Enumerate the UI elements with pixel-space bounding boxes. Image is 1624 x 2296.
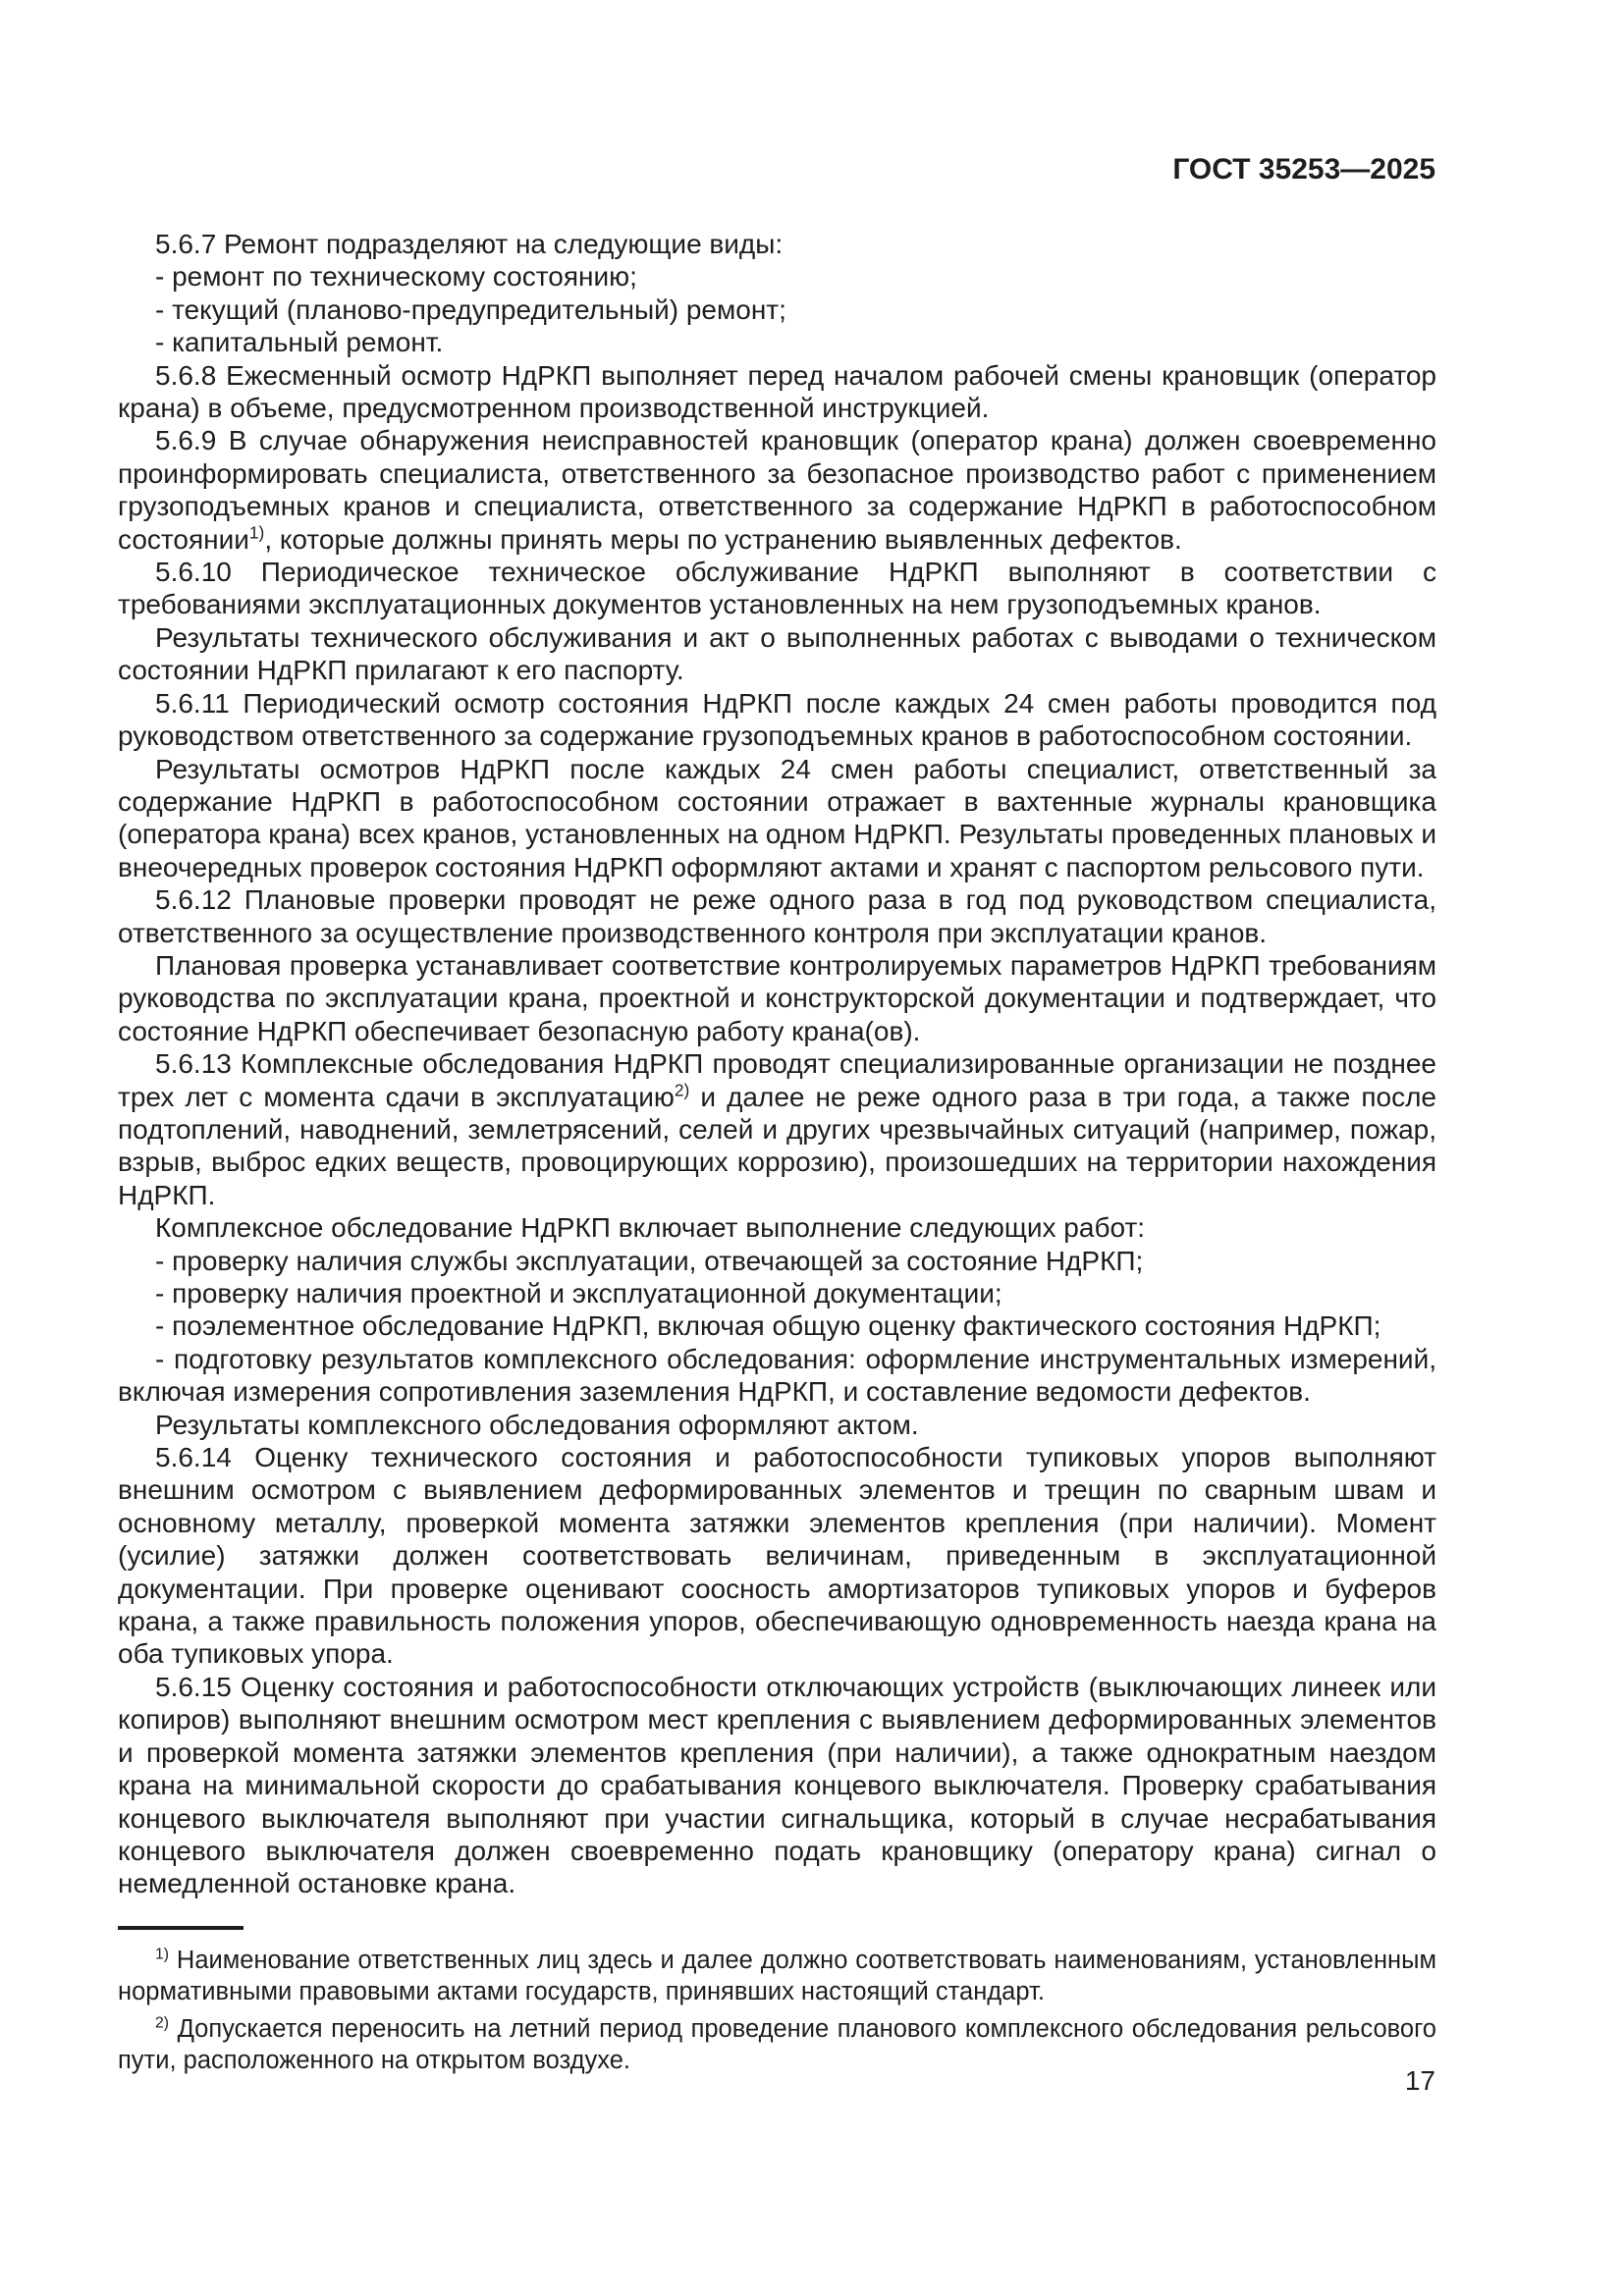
text-run: - ремонт по техническому состоянию; bbox=[155, 261, 637, 293]
footnote-marker: 2) bbox=[155, 2014, 170, 2032]
paragraph bbox=[118, 326, 1436, 358]
paragraph bbox=[118, 1309, 1436, 1342]
document-body bbox=[118, 228, 1436, 1900]
text-run: Результаты технического обслуживания и акт о выполненных работах с выводами о техническом состоянии НдРКП прилагают к его паспорту. bbox=[118, 621, 1436, 686]
paragraph bbox=[118, 1343, 1436, 1409]
text-run: 5.6.10 Периодическое техническое обслуживание НдРКП выполняют в соответствии с требованиями эксплуатационных документов установленных на нем грузоподъемных кранов. bbox=[118, 557, 1436, 620]
text-run: - подготовку результатов комплексного обследования: оформление инструментальных измерений, включая измерения сопротивления заземления НдРКП, и составление ведомости дефектов. bbox=[118, 1343, 1436, 1408]
text-run: Результаты осмотров НдРКП после каждых 24 смен работы специалист, ответственный за содержание НдРКП в работоспособном состоянии отражает в вахтенные журналы крановщика (оператора крана) всех кранов, установленных на одном НдРКП. Результаты проведенных плановых и внеочередных проверок состояния НдРКП оформляют актами и хранят с паспортом рельсового пути. bbox=[118, 753, 1436, 882]
footnote bbox=[118, 1946, 1436, 2007]
paragraph bbox=[118, 621, 1436, 687]
paragraph bbox=[118, 228, 1436, 260]
text-run: 5.6.14 Оценку технического состояния и работоспособности тупиковых упоров выполняют внешним осмотром с выявлением деформированных элементов и трещин по сварным швам и основному металлу, проверкой момента затяжки элементов крепления (при наличии). Момент (усилие) затяжки должен соответствовать величинам, приведенным в эксплуатационной документации. При проверке оценивают соосность амортизаторов тупиковых упоров и буферов крана, а также правильность положения упоров, обеспечивающую одновременность наезда крана на оба тупиковых упора. bbox=[118, 1442, 1436, 1670]
page-number: 17 bbox=[1404, 2065, 1435, 2096]
text-run: 5.6.15 Оценку состояния и работоспособности отключающих устройств (выключающих линеек или копиров) выполняют внешним осмотром мест крепления с выявлением деформированных элементов и проверкой момента затяжки элементов крепления (при наличии), а также однократным наездом крана на минимальной скорости до срабатывания концевого выключателя. Проверку срабатывания концевого выключателя выполняют при участии сигнальщика, который в случае несрабатывания концевого выключателя должен своевременно подать крановщику (оператору крана) сигнал о немедленной остановке крана. bbox=[118, 1671, 1436, 1899]
paragraph bbox=[118, 1047, 1436, 1211]
text-run: - проверку наличия проектной и эксплуатационной документации; bbox=[155, 1278, 1002, 1308]
footnote-reference: 2) bbox=[674, 1080, 690, 1100]
footnote-text: Допускается переносить на летний период проведение планового комплексного обследования рельсового пути, расположенного на открытом воздухе. bbox=[118, 2015, 1436, 2075]
text-run: - проверку наличия службы эксплуатации, отвечающей за состояние НдРКП; bbox=[155, 1245, 1144, 1276]
footnote-marker: 1) bbox=[155, 1946, 170, 1963]
text-run: - поэлементное обследование НдРКП, включая общую оценку фактического состояния НдРКП; bbox=[155, 1310, 1381, 1342]
text-run: 5.6.11 Периодический осмотр состояния НдРКП после каждых 24 смен работы проводится под руководством ответственного за содержание грузоподъемных кранов в работоспособном состоянии. bbox=[118, 687, 1436, 752]
paragraph bbox=[118, 294, 1436, 326]
text-run: , которые должны принять меры по устранению выявленных дефектов. bbox=[264, 523, 1182, 555]
paragraph bbox=[118, 687, 1436, 753]
footnotes bbox=[118, 1946, 1436, 2084]
paragraph bbox=[118, 1211, 1436, 1244]
text-run: и далее не реже одного раза в три года, а также после подтоплений, наводнений, землетрясений, селей и других чрезвычайных ситуаций (например, пожар, взрыв, выброс едких веществ, провоцирующих коррозию), произошедших на территории нахождения НдРКП. bbox=[118, 1081, 1436, 1210]
paragraph bbox=[118, 424, 1436, 556]
paragraph bbox=[118, 949, 1436, 1047]
footnote-separator bbox=[118, 1926, 244, 1930]
paragraph bbox=[118, 556, 1436, 621]
footnote bbox=[118, 2014, 1436, 2076]
text-run: 5.6.9 В случае обнаружения неисправностей крановщик (оператор крана) должен своевременно проинформировать специалиста, ответственного за безопасное производство работ с применением грузоподъемных кранов и специалиста, ответственного за содержание НдРКП в работоспособном состоянии bbox=[118, 425, 1436, 555]
text-run: 5.6.13 Комплексные обследования НдРКП проводят специализированные организации не позднее трех лет с момента сдачи в эксплуатацию bbox=[118, 1048, 1436, 1112]
paragraph bbox=[118, 1441, 1436, 1671]
text-run: - текущий (планово-предупредительный) ремонт; bbox=[155, 294, 786, 325]
text-run: - капитальный ремонт. bbox=[155, 327, 444, 358]
text-run: 5.6.12 Плановые проверки проводят не реже одного раза в год под руководством специалиста, ответственного за осуществление производственного контроля при эксплуатации кранов. bbox=[118, 884, 1436, 948]
paragraph bbox=[118, 1277, 1436, 1309]
text-run: Комплексное обследование НдРКП включает выполнение следующих работ: bbox=[155, 1212, 1146, 1244]
text-run: Плановая проверка устанавливает соответствие контролируемых параметров НдРКП требованиям руководства по эксплуатации крана, проектной и конструкторской документации и подтверждает, что состояние НдРКП обеспечивает безопасную работу крана(ов). bbox=[118, 949, 1436, 1046]
paragraph bbox=[118, 260, 1436, 293]
paragraph bbox=[118, 883, 1436, 949]
paragraph bbox=[118, 359, 1436, 425]
text-run: Результаты комплексного обследования оформляют актом. bbox=[155, 1409, 919, 1440]
paragraph bbox=[118, 1409, 1436, 1441]
document-header: ГОСТ 35253—2025 bbox=[1172, 153, 1435, 186]
paragraph bbox=[118, 753, 1436, 884]
text-run: 5.6.7 Ремонт подразделяют на следующие виды: bbox=[155, 229, 784, 259]
footnote-text: Наименование ответственных лиц здесь и далее должно соответствовать наименованиям, установленным нормативными правовыми актами государств, принявших настоящий стандарт. bbox=[118, 1947, 1436, 2005]
paragraph bbox=[118, 1245, 1436, 1277]
footnote-reference: 1) bbox=[248, 522, 265, 543]
text-run: 5.6.8 Ежесменный осмотр НдРКП выполняет перед началом рабочей смены крановщик (оператор крана) в объеме, предусмотренном производственной инструкцией. bbox=[118, 359, 1436, 424]
paragraph bbox=[118, 1671, 1436, 1900]
